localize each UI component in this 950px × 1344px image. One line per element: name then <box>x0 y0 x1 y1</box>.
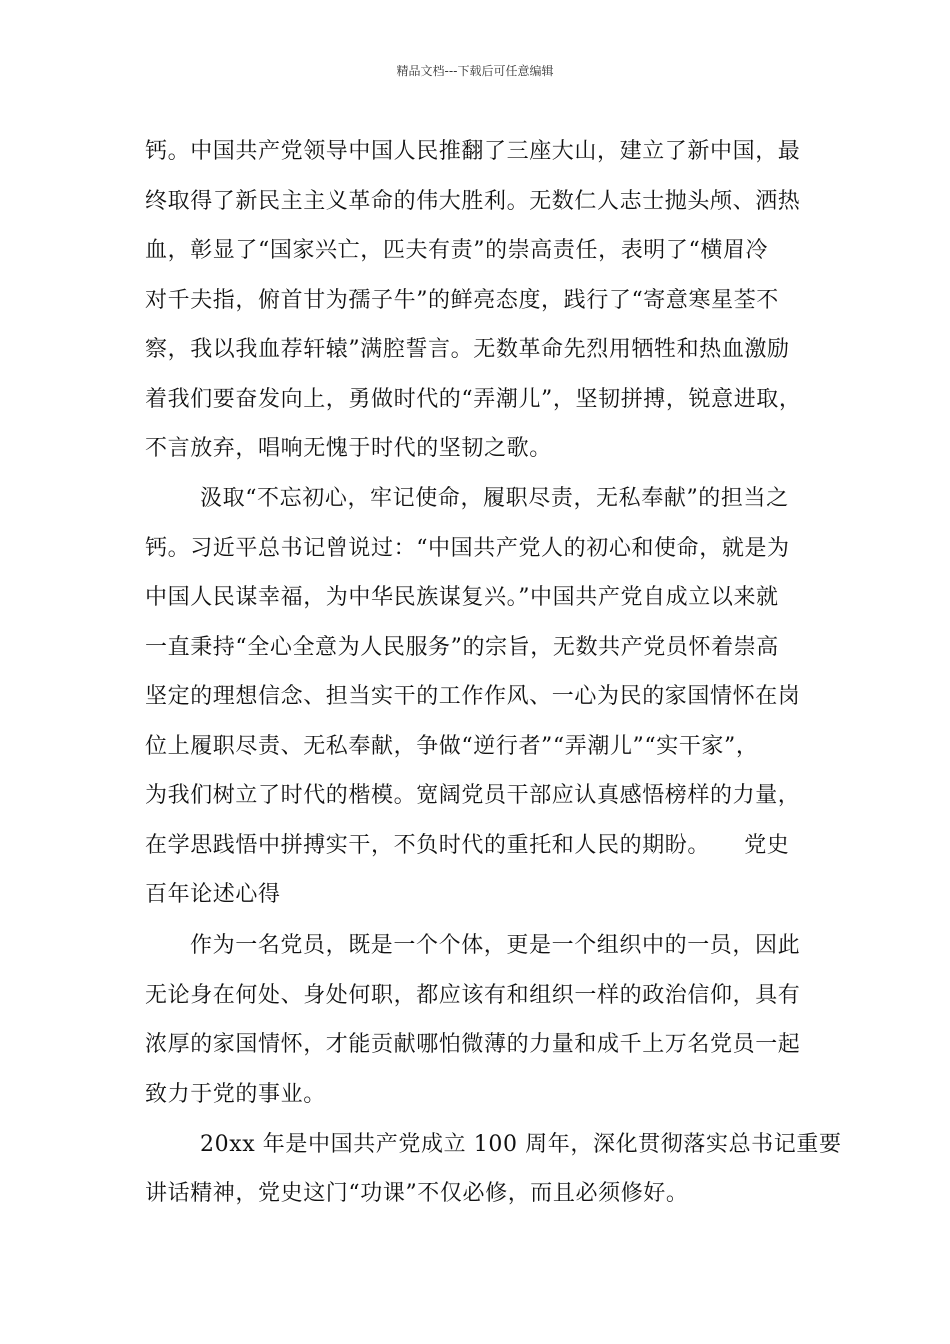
paragraph-4-first-line: 20xx 年是中国共产党成立 100 周年，深化贯彻落实总书记重要 <box>200 1132 842 1157</box>
page-header: 精品文档---下载后可任意编辑 <box>396 64 554 78</box>
text-line-20: 致力于党的事业。 <box>145 1082 326 1107</box>
text-line-6: 着我们要奋发向上，勇做时代的“弄潮儿”，坚韧拼搏，锐意进取， <box>145 387 802 412</box>
text-line-7: 不言放弃，唱响无愧于时代的坚韧之歌。 <box>145 436 552 461</box>
text-line-2: 终取得了新民主主义革命的伟大胜利。无数仁人志士抛头颅、洒热 <box>145 189 801 214</box>
text-line-14: 为我们树立了时代的楷模。宽阔党员干部应认真感悟榜样的力量， <box>145 783 801 808</box>
text-line-19: 浓厚的家国情怀，才能贡献哪怕微薄的力量和成千上万名党员一起 <box>145 1032 801 1057</box>
text-line-9: 钙。习近平总书记曾说过：“中国共产党人的初心和使命，就是为 <box>145 536 790 561</box>
section-title: 百年论述心得 <box>145 882 281 907</box>
text-line-1: 钙。中国共产党领导中国人民推翻了三座大山，建立了新中国，最 <box>145 139 801 164</box>
text-line-12: 坚定的理想信念、担当实干的工作作风、一心为民的家国情怀在岗 <box>145 684 801 709</box>
text-line-22: 讲话精神，党史这门“功课”不仅必修，而且必须修好。 <box>145 1181 689 1206</box>
text-line-18: 无论身在何处、身处何职，都应该有和组织一样的政治信仰，具有 <box>145 983 801 1008</box>
text-line-13: 位上履职尽责、无私奉献，争做“逆行者”“弄潮儿”“实干家”， <box>145 734 759 759</box>
text-line-15: 在学思践悟中拼搏实干，不负时代的重托和人民的期盼。 党史 <box>145 833 790 858</box>
text-line-3: 血，彰显了“国家兴亡，匹夫有责”的崇高责任，表明了“横眉冷 <box>145 238 769 263</box>
text-line-10: 中国人民谋幸福，为中华民族谋复兴。”中国共产党自成立以来就 <box>145 585 779 610</box>
paragraph-3-first-line: 作为一名党员，既是一个个体，更是一个组织中的一员，因此 <box>190 933 801 958</box>
text-line-11: 一直秉持“全心全意为人民服务”的宗旨，无数共产党员怀着崇高 <box>145 635 779 660</box>
text-line-4: 对千夫指，俯首甘为孺子牛”的鲜亮态度，践行了“寄意寒星荃不 <box>145 288 779 313</box>
paragraph-2-first-line: 汲取“不忘初心，牢记使命，履职尽责，无私奉献”的担当之 <box>200 486 789 511</box>
text-line-5: 察，我以我血荐轩辕”满腔誓言。无数革命先烈用牺牲和热血激励 <box>145 337 790 362</box>
